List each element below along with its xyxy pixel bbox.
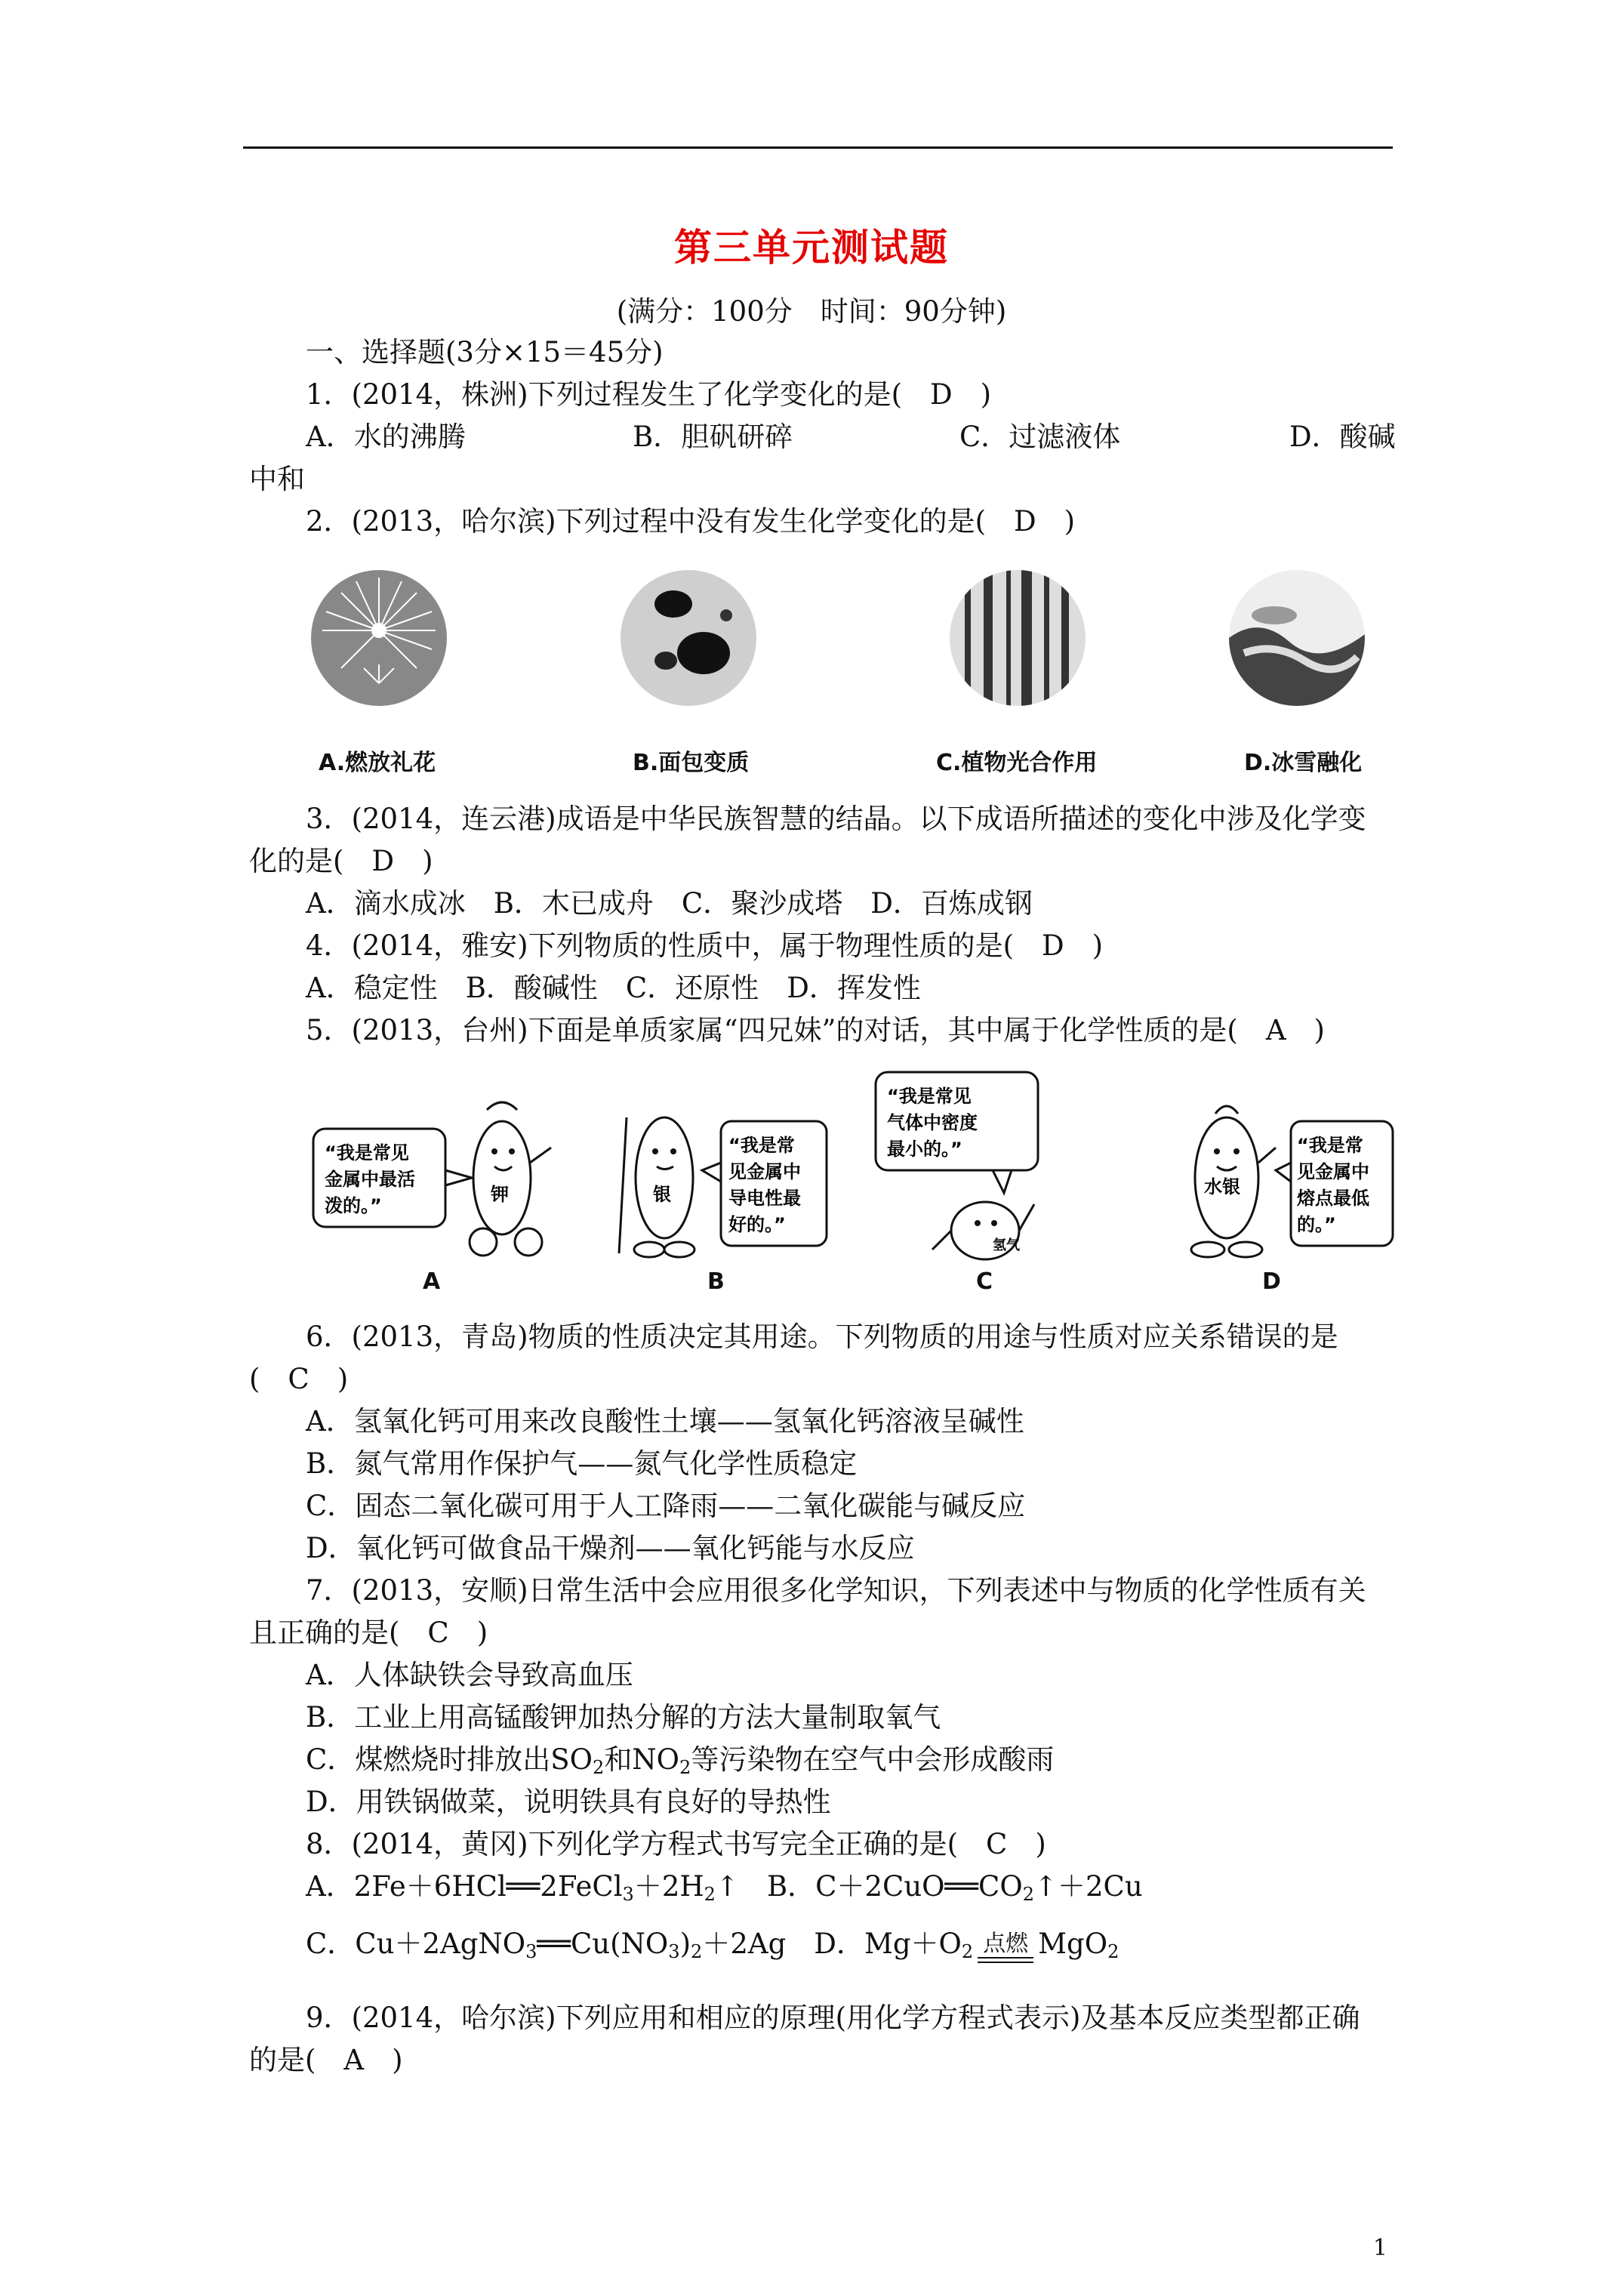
label-potassium: 钾 [491,1184,509,1205]
cartoon-letter-d: D [1262,1268,1281,1295]
bubble-a-line3: 泼的。” [325,1195,382,1216]
question-7-option-b: B．工业上用高锰酸钾加热分解的方法大量制取氧气 [306,1701,941,1734]
question-1-option-d-cont: 中和 [249,463,305,495]
bubble-a-line1: “我是常见 [325,1142,409,1163]
question-4-options: A．稳定性 B．酸碱性 C．还原性 D．挥发性 [306,972,921,1004]
bubble-d-line1: “我是常 [1297,1135,1363,1156]
question-2-stem: 2．(2013，哈尔滨)下列过程中没有发生化学变化的是( D ) [306,505,1076,538]
label-hydrogen: 氢气 [993,1237,1020,1253]
question-8-stem: 8．(2014，黄冈)下列化学方程式书写完全正确的是( C ) [306,1828,1046,1860]
cartoon-hydrogen [872,1068,1083,1272]
question-4-stem: 4．(2014，雅安)下列物质的性质中，属于物理性质的是( D ) [306,929,1104,962]
question-7-option-a: A．人体缺铁会导致高血压 [306,1659,633,1691]
question-8-options-cd: C．$Cu+2AgNO_3══Cu(NO_3)_2+2Ag$ D．$Mg+O_2$ 点燃 MgO$_2$ [306,1927,1119,1969]
bubble-b-line4: 好的。” [728,1214,786,1235]
bubble-c-line2: 气体中密度 [887,1112,978,1133]
section-heading: 一、选择题(3分×15＝45分) [306,336,664,368]
question-1-option-a: A．水的沸腾 [306,421,466,453]
moldy-bread-photo [621,570,756,706]
photo-caption-b: B.面包变质 [633,750,750,776]
question-6-option-a: A．氢氧化钙可用来改良酸性土壤——氢氧化钙溶液呈碱性 [306,1405,1024,1438]
question-6-stem: 6．(2013，青岛)物质的性质决定其用途。下列物质的用途与性质对应关系错误的是 [306,1321,1338,1353]
question-6-option-c: C．固态二氧化碳可用于人工降雨——二氧化碳能与碱反应 [306,1490,1026,1522]
cartoon-letter-b: B [707,1268,725,1295]
question-7-stem-cont: 且正确的是( C ) [249,1616,488,1649]
cartoon-silver [604,1087,830,1268]
label-silver: 银 [653,1184,671,1205]
bubble-c-line1: “我是常见 [887,1086,972,1107]
label-mercury: 水银 [1204,1176,1240,1197]
question-5-stem: 5．(2013，台州)下面是单质家属“四兄妹”的对话，其中属于化学性质的是( A ) [306,1014,1325,1046]
question-1-option-b: B．胆矾研碎 [633,421,793,453]
question-9-stem: 9．(2014，哈尔滨)下列应用和相应的原理(用化学方程式表示)及基本反应类型都正确 [306,2002,1360,2034]
bubble-a-line2: 金属中最活 [325,1169,415,1190]
cartoon-mercury [1147,1087,1397,1268]
question-7-option-d: D．用铁锅做菜，说明铁具有良好的导热性 [306,1786,831,1818]
cartoon-potassium [310,1087,559,1268]
bubble-b-line3: 导电性最 [728,1188,801,1209]
question-3-stem: 3．(2014，连云港)成语是中华民族智慧的结晶。以下成语所描述的变化中涉及化学变 [306,803,1366,835]
question-1-stem: 1．(2014，株洲)下列过程发生了化学变化的是( D ) [306,378,992,411]
question-6-option-d: D．氧化钙可做食品干燥剂——氧化钙能与水反应 [306,1532,915,1564]
melting-snow-photo [1229,570,1365,706]
bubble-b-line2: 见金属中 [728,1161,801,1182]
page-number: 1 [1372,2235,1387,2261]
question-3-stem-cont: 化的是( D ) [249,845,433,877]
cartoon-letter-c: C [976,1268,993,1295]
cartoon-letter-a: A [423,1268,441,1295]
bubble-b-line1: “我是常 [728,1135,795,1156]
question-1-option-c: C．过滤液体 [959,421,1121,453]
score-time-info: (满分：100分 时间：90分钟) [616,295,1007,328]
header-rule [243,146,1393,149]
question-6-option-b: B．氮气常用作保护气——氮气化学性质稳定 [306,1447,858,1480]
fireworks-photo [311,570,447,706]
reaction-condition: 点燃 [978,1933,1033,1969]
bubble-c-line3: 最小的。” [887,1139,962,1160]
bubble-d-line4: 的。” [1297,1214,1336,1235]
question-1-option-d: D．酸碱 [1289,421,1396,453]
question-9-stem-cont: 的是( A ) [249,2044,403,2076]
photo-caption-d: D.冰雪融化 [1244,750,1363,776]
photo-caption-a: A.燃放礼花 [319,750,436,776]
forest-photo [950,570,1086,706]
bubble-d-line3: 熔点最低 [1297,1188,1369,1209]
page-title: 第三单元测试题 [674,225,949,270]
bubble-d-line2: 见金属中 [1297,1161,1369,1182]
question-6-stem-cont: ( C ) [249,1363,349,1395]
question-7-option-c: C．煤燃烧时排放出$SO_2$和$NO_2$等污染物在空气中会形成酸雨 [306,1743,1055,1778]
question-3-options: A．滴水成冰 B．木已成舟 C．聚沙成塔 D．百炼成钢 [306,887,1033,920]
question-8-options-ab: A．$2Fe+6HCl══2FeCl_3+2H_2↑$ B．$C+2CuO══CO_2↑+2Cu$ [306,1870,1143,1905]
photo-caption-c: C.植物光合作用 [936,750,1098,776]
question-7-stem: 7．(2013，安顺)日常生活中会应用很多化学知识，下列表述中与物质的化学性质有关 [306,1574,1366,1607]
